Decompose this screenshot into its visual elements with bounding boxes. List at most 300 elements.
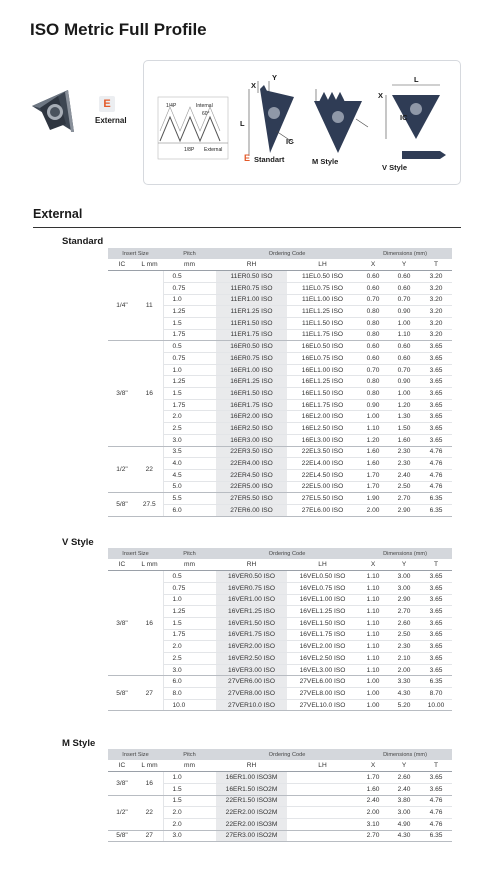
rh-code-cell: 11ER1.75 ISO [216, 329, 287, 341]
rh-code-cell: 11ER1.25 ISO [216, 306, 287, 318]
t-cell: 3.20 [420, 294, 452, 306]
rh-code-cell: 16ER1.00 ISO [216, 364, 287, 376]
lh-code-cell: 11EL0.50 ISO [287, 271, 358, 283]
t-cell: 3.65 [420, 641, 452, 653]
t-cell: 6.35 [420, 676, 452, 688]
x-cell: 1.00 [358, 411, 388, 423]
lh-code-cell: 22EL5.00 ISO [287, 481, 358, 493]
t-cell: 3.65 [420, 376, 452, 388]
t-cell: 3.20 [420, 271, 452, 283]
y-cell: 3.30 [388, 676, 420, 688]
ic-cell: 3/8" [108, 571, 136, 676]
t-cell: 3.65 [420, 341, 452, 353]
table-row [108, 271, 452, 283]
ic-cell: 5/8" [108, 493, 136, 516]
table-row [108, 676, 452, 688]
header-t: T [420, 760, 452, 772]
x-cell: 1.10 [358, 641, 388, 653]
t-cell: 4.76 [420, 481, 452, 493]
table-row [108, 341, 452, 353]
y-cell: 3.00 [388, 582, 420, 594]
pitch-cell: 1.5 [163, 783, 216, 795]
rh-code-cell: 27ER6.00 ISO [216, 504, 287, 516]
table-row [108, 830, 452, 842]
mstyle-table [108, 749, 452, 842]
eighth-pitch-label: 1/8P [184, 147, 195, 153]
pitch-cell: 1.0 [163, 772, 216, 784]
rh-code-cell: 11ER1.50 ISO [216, 317, 287, 329]
t-cell: 8.70 [420, 688, 452, 700]
pitch-cell: 1.0 [163, 594, 216, 606]
quarter-pitch-label: 1/4P [166, 103, 177, 109]
x-cell: 3.10 [358, 818, 388, 830]
standart-caption: Standart [254, 155, 285, 164]
pitch-cell: 1.25 [163, 606, 216, 618]
t-cell: 10.00 [420, 699, 452, 711]
header-dimensions: Dimensions (mm) [358, 749, 452, 760]
lh-code-cell [287, 818, 358, 830]
y-cell: 0.60 [388, 341, 420, 353]
header-dimensions: Dimensions (mm) [358, 248, 452, 259]
lh-code-cell: 22EL4.00 ISO [287, 458, 358, 470]
standard-table [108, 248, 452, 517]
pitch-cell: 1.0 [163, 294, 216, 306]
l-mm-cell: 22 [136, 446, 163, 493]
lh-code-cell: 16VEL1.25 ISO [287, 606, 358, 618]
y-cell: 4.90 [388, 818, 420, 830]
dim-l-label: L [240, 119, 245, 128]
vstyle-table [108, 548, 452, 711]
t-cell: 3.65 [420, 423, 452, 435]
x-cell: 1.00 [358, 688, 388, 700]
rh-code-cell: 22ER4.00 ISO [216, 458, 287, 470]
rh-code-cell: 16VER2.50 ISO [216, 653, 287, 665]
pitch-cell: 2.0 [163, 411, 216, 423]
header-rh: RH [216, 559, 287, 571]
x-cell: 0.60 [358, 271, 388, 283]
pitch-cell: 1.75 [163, 399, 216, 411]
vstyle-title: V Style [62, 537, 94, 548]
t-cell: 3.65 [420, 434, 452, 446]
e-letter: E [244, 153, 251, 163]
lh-code-cell: 27VEL8.00 ISO [287, 688, 358, 700]
v-style-caption: V Style [382, 163, 408, 172]
x-cell: 0.90 [358, 399, 388, 411]
t-cell: 4.76 [420, 807, 452, 819]
x-cell: 0.60 [358, 341, 388, 353]
x-cell: 0.80 [358, 306, 388, 318]
pitch-cell: 3.5 [163, 446, 216, 458]
rh-code-cell: 22ER2.00 ISO3M [216, 818, 287, 830]
lh-code-cell: 27EL6.00 ISO [287, 504, 358, 516]
t-cell: 3.65 [420, 783, 452, 795]
t-cell: 3.65 [420, 653, 452, 665]
x-cell: 2.00 [358, 807, 388, 819]
y-cell: 0.90 [388, 376, 420, 388]
v-dim-x-label: X [378, 91, 384, 100]
t-cell: 3.65 [420, 664, 452, 676]
pitch-cell: 1.25 [163, 376, 216, 388]
lh-code-cell: 11EL1.00 ISO [287, 294, 358, 306]
lh-code-cell: 22EL3.50 ISO [287, 446, 358, 458]
rh-code-cell: 11ER0.75 ISO [216, 282, 287, 294]
y-cell: 5.20 [388, 699, 420, 711]
x-cell: 0.80 [358, 388, 388, 400]
header-x: X [358, 559, 388, 571]
pitch-cell: 1.75 [163, 629, 216, 641]
internal-label: Internal [196, 103, 213, 109]
lh-code-cell [287, 807, 358, 819]
rh-code-cell: 16VER1.50 ISO [216, 617, 287, 629]
ic-cell: 1/4" [108, 271, 136, 341]
header-y: Y [388, 760, 420, 772]
y-cell: 3.00 [388, 807, 420, 819]
y-cell: 1.60 [388, 434, 420, 446]
pitch-cell: 1.5 [163, 317, 216, 329]
t-cell: 3.65 [420, 399, 452, 411]
y-cell: 2.70 [388, 606, 420, 618]
ic-cell: 1/2" [108, 446, 136, 493]
lh-code-cell: 16VEL3.00 ISO [287, 664, 358, 676]
lh-code-cell: 16EL1.50 ISO [287, 388, 358, 400]
t-cell: 4.76 [420, 795, 452, 807]
lh-code-cell: 16VEL0.50 ISO [287, 571, 358, 583]
t-cell: 3.65 [420, 571, 452, 583]
header-mm: mm [163, 259, 216, 271]
x-cell: 1.60 [358, 458, 388, 470]
lh-code-cell: 27EL5.50 ISO [287, 493, 358, 505]
insert-geometry-diagram [143, 60, 461, 185]
y-cell: 0.60 [388, 271, 420, 283]
t-cell: 3.65 [420, 364, 452, 376]
external-badge: E [99, 96, 115, 112]
x-cell: 1.10 [358, 653, 388, 665]
x-cell: 2.00 [358, 504, 388, 516]
x-cell: 0.70 [358, 364, 388, 376]
threading-insert-image [28, 86, 80, 142]
external-label: External [204, 147, 223, 153]
header-lh: LH [287, 559, 358, 571]
pitch-cell: 5.5 [163, 493, 216, 505]
ic-cell: 5/8" [108, 830, 136, 842]
pitch-cell: 2.0 [163, 641, 216, 653]
header-pitch: Pitch [163, 749, 216, 760]
rh-code-cell: 16ER1.75 ISO [216, 399, 287, 411]
lh-code-cell: 16VEL1.00 ISO [287, 594, 358, 606]
x-cell: 0.70 [358, 294, 388, 306]
x-cell: 1.00 [358, 699, 388, 711]
lh-code-cell: 16VEL1.75 ISO [287, 629, 358, 641]
table-row [108, 795, 452, 807]
pitch-cell: 1.5 [163, 795, 216, 807]
rh-code-cell: 16ER1.50 ISO2M [216, 783, 287, 795]
pitch-cell: 0.5 [163, 271, 216, 283]
y-cell: 1.10 [388, 329, 420, 341]
pitch-cell: 0.75 [163, 282, 216, 294]
y-cell: 2.60 [388, 617, 420, 629]
rh-code-cell: 22ER4.50 ISO [216, 469, 287, 481]
rh-code-cell: 16VER1.75 ISO [216, 629, 287, 641]
t-cell: 3.20 [420, 282, 452, 294]
rh-code-cell: 16VER1.00 ISO [216, 594, 287, 606]
x-cell: 1.60 [358, 446, 388, 458]
y-cell: 2.30 [388, 446, 420, 458]
t-cell: 6.35 [420, 830, 452, 842]
m-style-caption: M Style [312, 157, 339, 166]
rh-code-cell: 16VER0.75 ISO [216, 582, 287, 594]
t-cell: 3.20 [420, 317, 452, 329]
lh-code-cell: 27VEL6.00 ISO [287, 676, 358, 688]
lh-code-cell: 11EL1.75 ISO [287, 329, 358, 341]
table-row [108, 571, 452, 583]
header-pitch: Pitch [163, 548, 216, 559]
v-dim-l-label: L [414, 75, 419, 84]
y-cell: 1.50 [388, 423, 420, 435]
rh-code-cell: 16ER1.50 ISO [216, 388, 287, 400]
pitch-cell: 2.0 [163, 807, 216, 819]
x-cell: 1.10 [358, 617, 388, 629]
l-mm-cell: 16 [136, 571, 163, 676]
pitch-cell: 0.75 [163, 582, 216, 594]
l-mm-cell: 22 [136, 795, 163, 830]
header-ordering-code: Ordering Code [216, 749, 358, 760]
lh-code-cell: 16EL0.50 ISO [287, 341, 358, 353]
rh-code-cell: 16ER0.50 ISO [216, 341, 287, 353]
pitch-cell: 2.0 [163, 818, 216, 830]
x-cell: 0.80 [358, 376, 388, 388]
lh-code-cell [287, 783, 358, 795]
table-row [108, 772, 452, 784]
pitch-cell: 1.5 [163, 388, 216, 400]
pitch-cell: 3.0 [163, 434, 216, 446]
dim-y-label: Y [272, 73, 278, 82]
t-cell: 4.76 [420, 446, 452, 458]
x-cell: 1.10 [358, 571, 388, 583]
t-cell: 3.65 [420, 594, 452, 606]
y-cell: 4.30 [388, 830, 420, 842]
rh-code-cell: 16ER0.75 ISO [216, 353, 287, 365]
pitch-cell: 1.5 [163, 617, 216, 629]
lh-code-cell: 16EL2.00 ISO [287, 411, 358, 423]
t-cell: 6.35 [420, 504, 452, 516]
t-cell: 3.20 [420, 306, 452, 318]
rh-code-cell: 16VER0.50 ISO [216, 571, 287, 583]
lh-code-cell: 22EL4.50 ISO [287, 469, 358, 481]
table-row [108, 493, 452, 505]
y-cell: 0.90 [388, 306, 420, 318]
lh-code-cell: 11EL1.25 ISO [287, 306, 358, 318]
header-insert-size: Insert Size [108, 749, 163, 760]
x-cell: 1.20 [358, 434, 388, 446]
ic-cell: 3/8" [108, 341, 136, 446]
y-cell: 2.10 [388, 653, 420, 665]
x-cell: 1.90 [358, 493, 388, 505]
rh-code-cell: 16ER1.00 ISO3M [216, 772, 287, 784]
y-cell: 0.60 [388, 353, 420, 365]
t-cell: 3.65 [420, 582, 452, 594]
table-row [108, 446, 452, 458]
y-cell: 2.00 [388, 664, 420, 676]
pitch-cell: 6.0 [163, 504, 216, 516]
header-mm: mm [163, 760, 216, 772]
x-cell: 2.40 [358, 795, 388, 807]
t-cell: 3.20 [420, 329, 452, 341]
dim-x-label: X [251, 81, 257, 90]
y-cell: 2.50 [388, 481, 420, 493]
pitch-cell: 4.0 [163, 458, 216, 470]
page-title: ISO Metric Full Profile [30, 20, 207, 39]
lh-code-cell: 16VEL0.75 ISO [287, 582, 358, 594]
x-cell: 0.80 [358, 329, 388, 341]
rh-code-cell: 16VER2.00 ISO [216, 641, 287, 653]
pitch-cell: 3.0 [163, 830, 216, 842]
x-cell: 1.60 [358, 783, 388, 795]
lh-code-cell: 11EL1.50 ISO [287, 317, 358, 329]
pitch-cell: 1.75 [163, 329, 216, 341]
rh-code-cell: 22ER2.00 ISO2M [216, 807, 287, 819]
header-ordering-code: Ordering Code [216, 248, 358, 259]
l-mm-cell: 27 [136, 830, 163, 842]
rh-code-cell: 27ER3.00 ISO2M [216, 830, 287, 842]
header-x: X [358, 259, 388, 271]
lh-code-cell: 27VEL10.0 ISO [287, 699, 358, 711]
l-mm-cell: 16 [136, 341, 163, 446]
header-mm: mm [163, 559, 216, 571]
rh-code-cell: 22ER1.50 ISO3M [216, 795, 287, 807]
lh-code-cell: 16VEL2.50 ISO [287, 653, 358, 665]
header-t: T [420, 559, 452, 571]
t-cell: 3.65 [420, 411, 452, 423]
t-cell: 4.76 [420, 458, 452, 470]
mstyle-title: M Style [62, 738, 96, 749]
y-cell: 1.00 [388, 317, 420, 329]
ic-cell: 3/8" [108, 772, 136, 795]
header-t: T [420, 259, 452, 271]
rh-code-cell: 16ER2.00 ISO [216, 411, 287, 423]
x-cell: 1.70 [358, 481, 388, 493]
header-ic: IC [108, 259, 136, 271]
external-badge-caption: External [95, 116, 127, 125]
y-cell: 2.90 [388, 504, 420, 516]
pitch-cell: 0.5 [163, 341, 216, 353]
t-cell: 3.65 [420, 772, 452, 784]
x-cell: 1.00 [358, 676, 388, 688]
pitch-cell: 10.0 [163, 699, 216, 711]
rh-code-cell: 11ER0.50 ISO [216, 271, 287, 283]
lh-code-cell [287, 795, 358, 807]
pitch-cell: 5.0 [163, 481, 216, 493]
rh-code-cell: 16ER1.25 ISO [216, 376, 287, 388]
lh-code-cell [287, 772, 358, 784]
ic-cell: 5/8" [108, 676, 136, 711]
pitch-cell: 1.0 [163, 364, 216, 376]
rh-code-cell: 27VER6.00 ISO [216, 676, 287, 688]
rh-code-cell: 16VER3.00 ISO [216, 664, 287, 676]
x-cell: 1.70 [358, 772, 388, 784]
header-insert-size: Insert Size [108, 248, 163, 259]
lh-code-cell [287, 830, 358, 842]
y-cell: 2.30 [388, 641, 420, 653]
x-cell: 1.10 [358, 606, 388, 618]
header-rh: RH [216, 760, 287, 772]
lh-code-cell: 16EL1.25 ISO [287, 376, 358, 388]
header-l-mm: L mm [136, 559, 163, 571]
rh-code-cell: 16ER3.00 ISO [216, 434, 287, 446]
y-cell: 2.30 [388, 458, 420, 470]
rh-code-cell: 16VER1.25 ISO [216, 606, 287, 618]
header-ordering-code: Ordering Code [216, 548, 358, 559]
lh-code-cell: 11EL0.75 ISO [287, 282, 358, 294]
header-l-mm: L mm [136, 760, 163, 772]
header-lh: LH [287, 259, 358, 271]
rh-code-cell: 22ER5.00 ISO [216, 481, 287, 493]
y-cell: 1.00 [388, 388, 420, 400]
section-title: External [33, 207, 83, 221]
dim-ic-label: IC [286, 137, 294, 146]
l-mm-cell: 11 [136, 271, 163, 341]
rh-code-cell: 16ER2.50 ISO [216, 423, 287, 435]
lh-code-cell: 16VEL1.50 ISO [287, 617, 358, 629]
rh-code-cell: 27VER8.00 ISO [216, 688, 287, 700]
x-cell: 0.80 [358, 317, 388, 329]
x-cell: 1.10 [358, 423, 388, 435]
section-divider [33, 227, 461, 228]
y-cell: 2.40 [388, 783, 420, 795]
rh-code-cell: 27VER10.0 ISO [216, 699, 287, 711]
lh-code-cell: 16EL2.50 ISO [287, 423, 358, 435]
y-cell: 0.60 [388, 282, 420, 294]
lh-code-cell: 16EL1.75 ISO [287, 399, 358, 411]
ic-cell: 1/2" [108, 795, 136, 830]
y-cell: 1.30 [388, 411, 420, 423]
t-cell: 3.65 [420, 606, 452, 618]
x-cell: 1.70 [358, 469, 388, 481]
t-cell: 3.65 [420, 388, 452, 400]
t-cell: 6.35 [420, 493, 452, 505]
rh-code-cell: 27ER5.50 ISO [216, 493, 287, 505]
y-cell: 2.70 [388, 493, 420, 505]
y-cell: 3.80 [388, 795, 420, 807]
x-cell: 1.10 [358, 594, 388, 606]
header-pitch: Pitch [163, 248, 216, 259]
lh-code-cell: 16EL0.75 ISO [287, 353, 358, 365]
y-cell: 3.00 [388, 571, 420, 583]
x-cell: 1.10 [358, 582, 388, 594]
x-cell: 1.10 [358, 629, 388, 641]
pitch-cell: 6.0 [163, 676, 216, 688]
header-x: X [358, 760, 388, 772]
pitch-cell: 4.5 [163, 469, 216, 481]
rh-code-cell: 11ER1.00 ISO [216, 294, 287, 306]
y-cell: 2.60 [388, 772, 420, 784]
x-cell: 0.60 [358, 282, 388, 294]
t-cell: 3.65 [420, 353, 452, 365]
t-cell: 4.76 [420, 469, 452, 481]
pitch-cell: 1.25 [163, 306, 216, 318]
header-ic: IC [108, 760, 136, 772]
header-y: Y [388, 259, 420, 271]
y-cell: 0.70 [388, 364, 420, 376]
header-y: Y [388, 559, 420, 571]
t-cell: 3.65 [420, 617, 452, 629]
pitch-cell: 2.5 [163, 423, 216, 435]
l-mm-cell: 27 [136, 676, 163, 711]
pitch-cell: 3.0 [163, 664, 216, 676]
x-cell: 0.60 [358, 353, 388, 365]
y-cell: 2.40 [388, 469, 420, 481]
lh-code-cell: 16EL3.00 ISO [287, 434, 358, 446]
angle-label: 60° [202, 111, 210, 117]
